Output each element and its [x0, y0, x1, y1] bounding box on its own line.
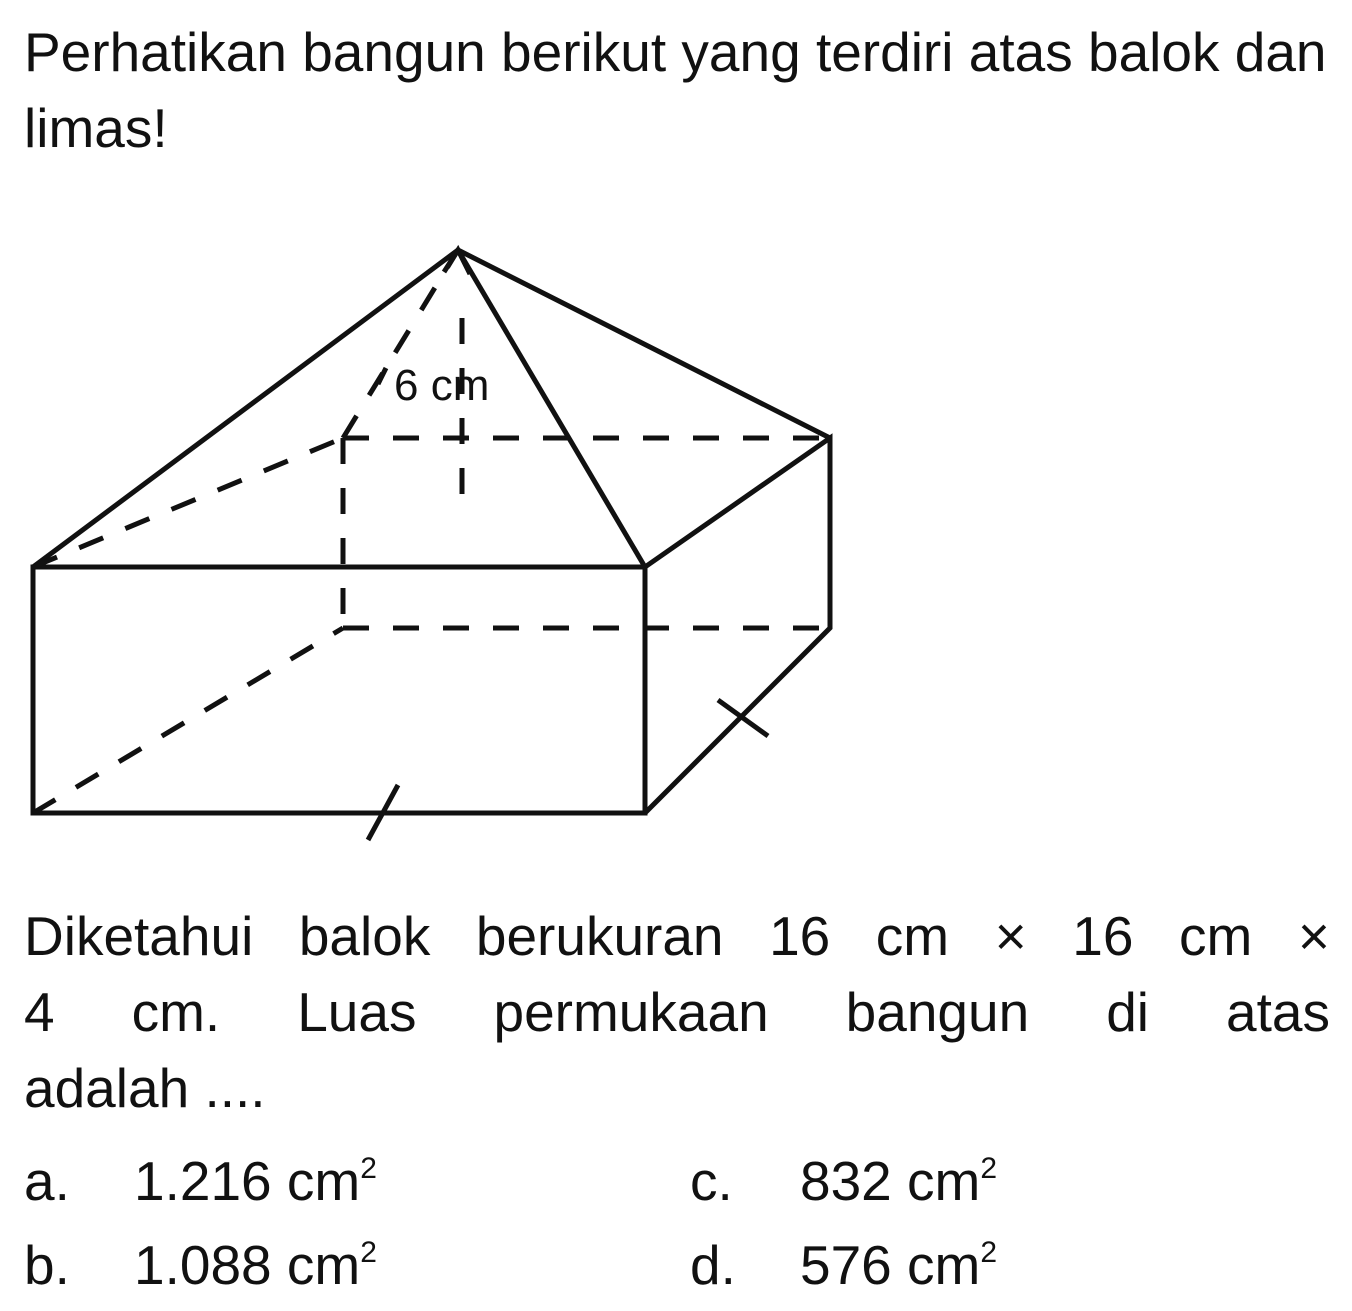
question-intro: Perhatikan bangun berikut yang terdiri atas balok dan limas! — [24, 21, 1327, 159]
option-letter: c. — [690, 1150, 733, 1212]
hidden-base-back-left — [33, 438, 343, 567]
pyramid-height-label: 6 cm — [394, 361, 490, 410]
option-letter: d. — [690, 1234, 736, 1296]
option-value: 832 cm — [800, 1150, 981, 1212]
option-value: 1.088 cm — [134, 1234, 361, 1296]
question-body-line-1: Diketahui balok berukuran 16 cm × 16 cm × — [24, 905, 1330, 967]
option-b[interactable] — [24, 1224, 377, 1306]
option-unit-power: 2 — [360, 1152, 377, 1185]
option-value: 576 cm — [800, 1234, 981, 1296]
option-d[interactable] — [690, 1224, 997, 1306]
question-body-line-2: 4 cm. Luas permukaan bangun di atas — [24, 981, 1330, 1043]
option-letter: a. — [24, 1150, 70, 1212]
option-unit-power: 2 — [980, 1236, 998, 1269]
question-body — [24, 898, 1330, 1126]
hidden-bottom-left-diagonal — [33, 628, 343, 813]
option-unit-power: 2 — [360, 1236, 377, 1269]
option-value: 1.216 cm — [134, 1150, 361, 1212]
cuboid-front-face — [33, 567, 645, 813]
option-c[interactable] — [690, 1140, 997, 1222]
option-unit-power: 2 — [980, 1152, 998, 1185]
option-letter: b. — [24, 1234, 70, 1296]
question-body-line-3: adalah .... — [24, 1057, 266, 1119]
option-a[interactable] — [24, 1140, 377, 1222]
